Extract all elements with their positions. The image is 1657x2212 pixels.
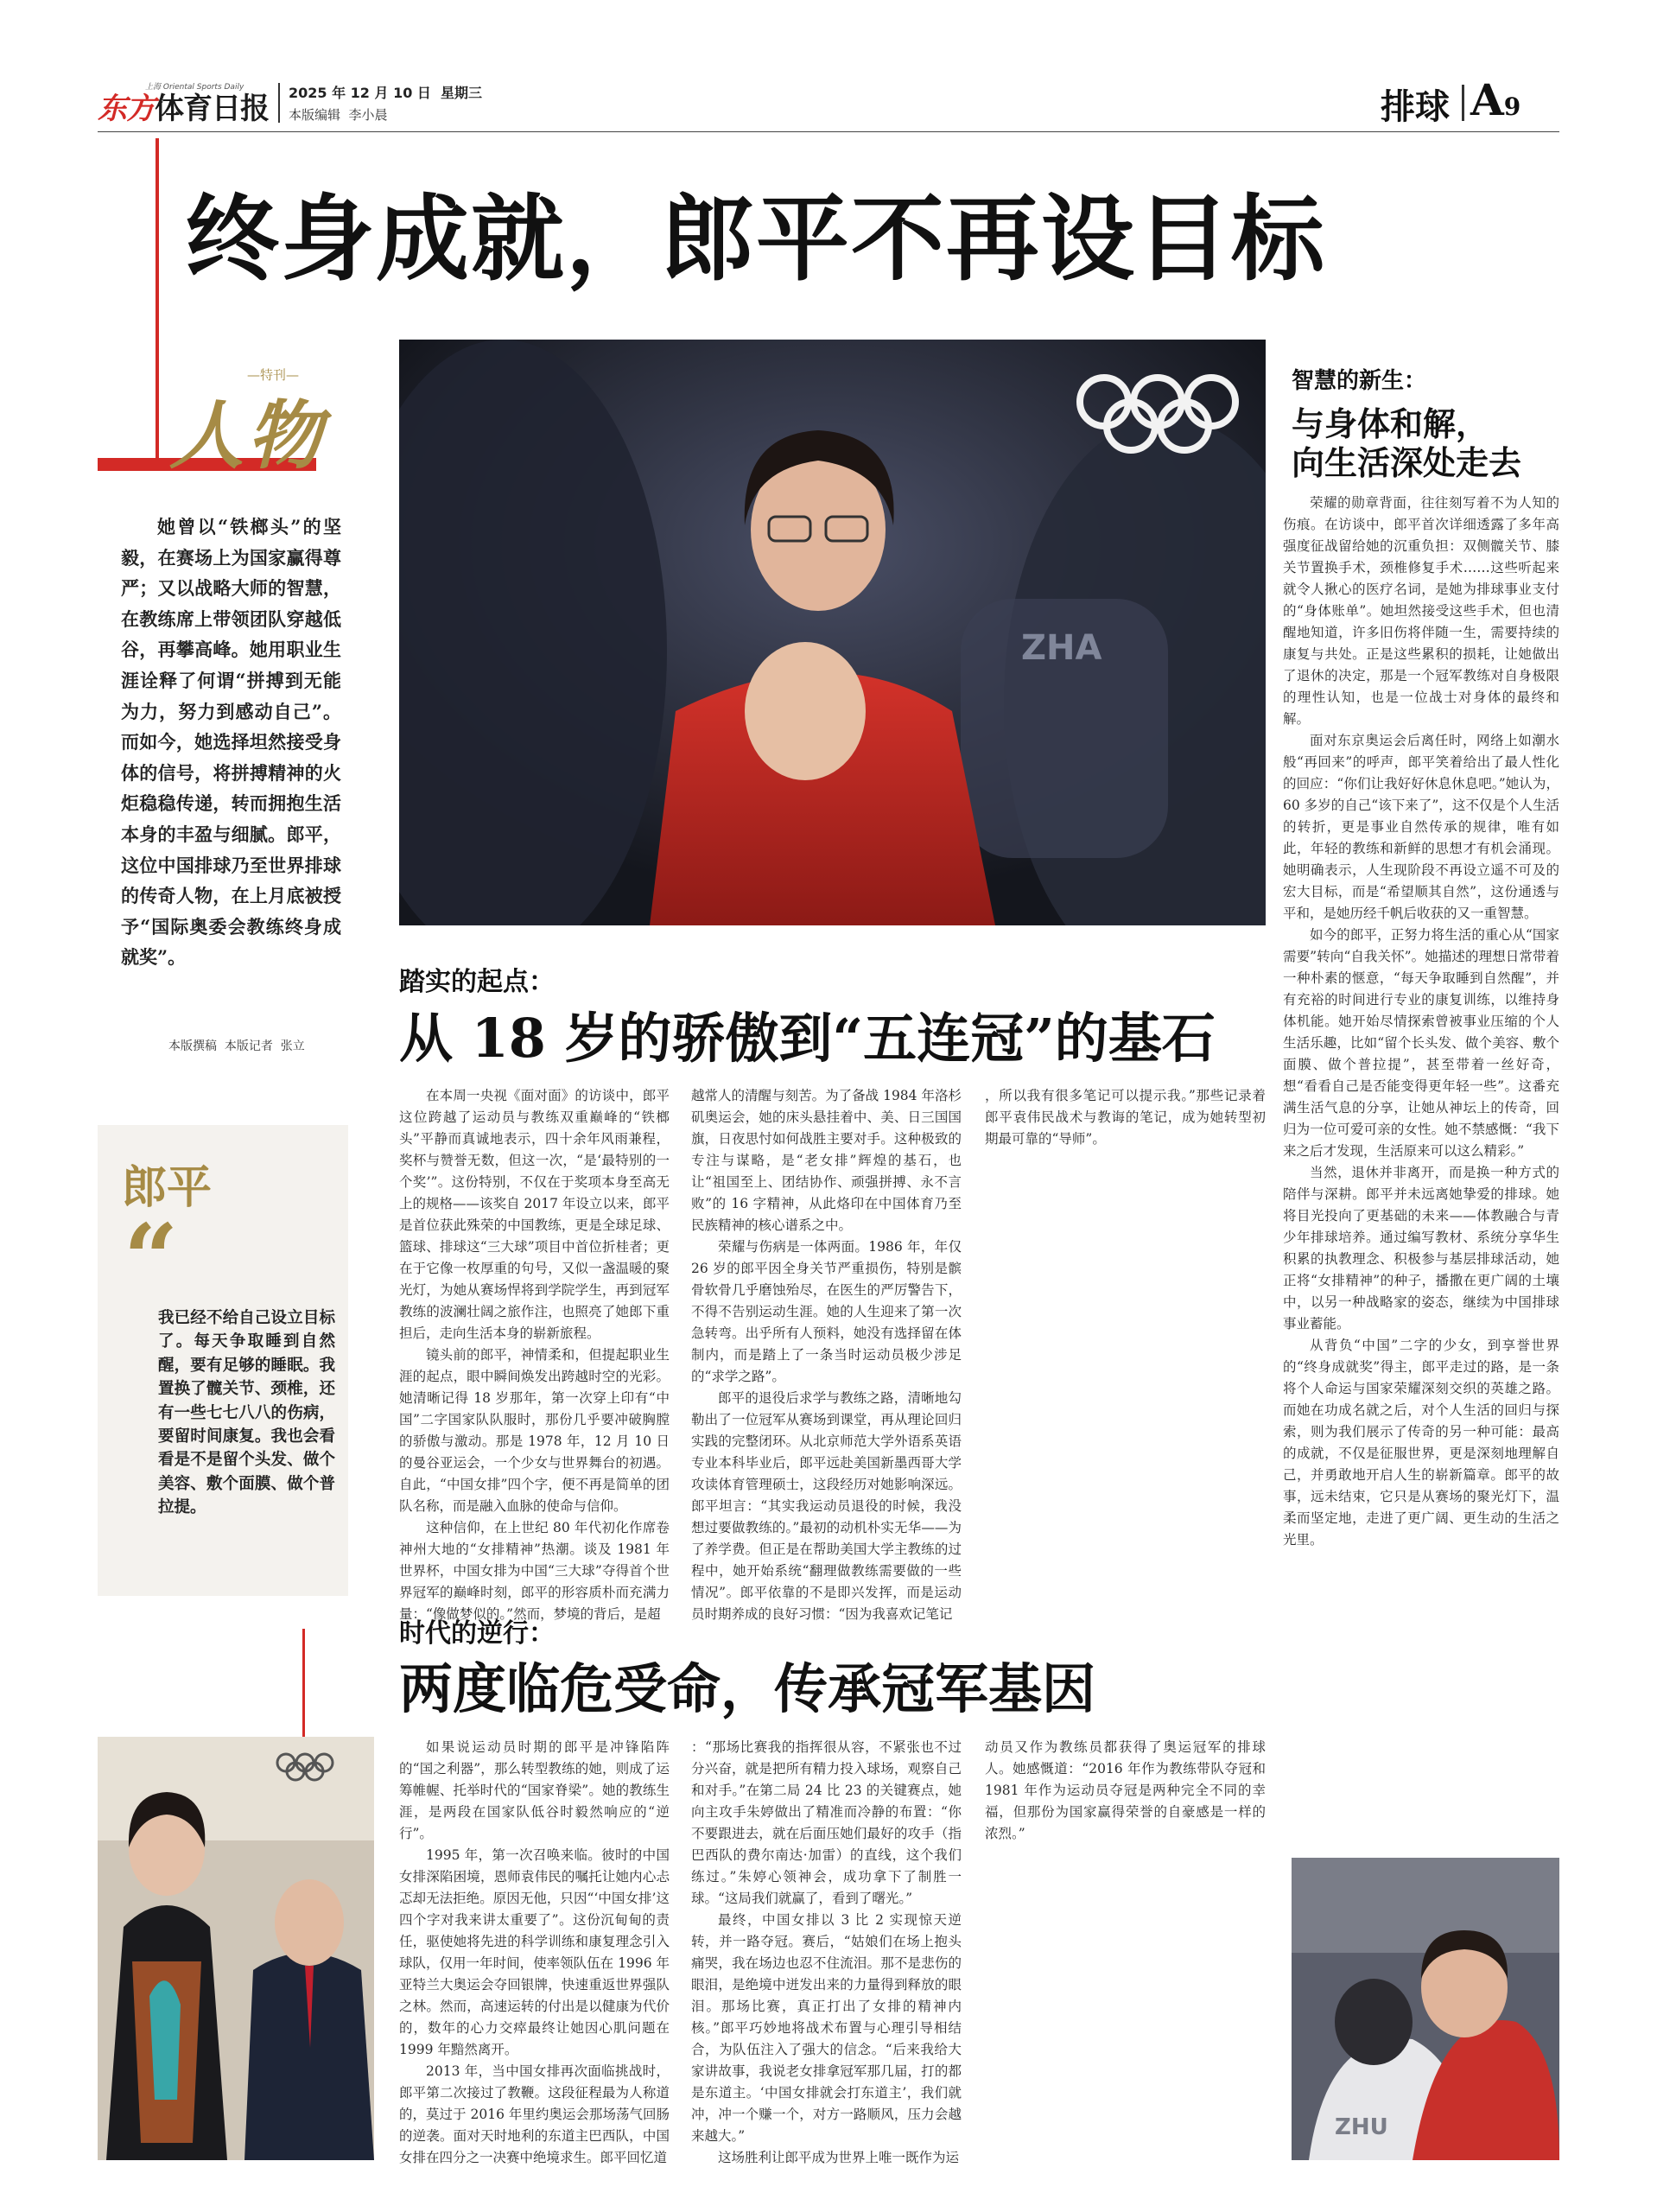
page-number	[1470, 74, 1521, 125]
main-photo-graphic	[399, 340, 1266, 925]
section3-title-line1: 与身体和解，	[1292, 405, 1489, 443]
section3-title-line2: 向生活深处走去	[1292, 444, 1522, 482]
article-paragraph: ：“那场比赛我的指挥很从容，不紧张也不过分兴奋，就是把所有精力投入球场，观察自己和对手。”在第二局 24 比 23 的关键赛点，她向主攻手朱婷做出了精准而冷静的布置：“你不要跟进去，就在后面压她们最好的攻手（指巴西队的费尔南达·加雷）的直线，这个我们练过。”朱婷心领神会，成功拿下了制胜一球。“这局我们就赢了，看到了曙光。”	[691, 1739, 962, 1906]
article-paragraph: 如今的郎平，正努力将生活的重心从“国家需要”转向“自我关怀”。她描述的理想日常带着一种朴素的惬意，“每天争取睡到自然醒”，并有充裕的时间进行专业的康复训练，以维持身体机能。她开始尽情探索曾被事业压缩的个人生活乐趣，比如“留个长头发、做个美容、敷个面膜、做个普拉提”，甚至带着一丝好奇，想“看看自己是否能变得更年轻一些”。这番充满生活气息的分享，让她从神坛上的传奇，回归为一位可爱可亲的女性。她不禁感慨：“我下来之后才发现，生活原来可以这么精彩。”	[1283, 927, 1559, 1159]
column-tag-small: —特刊—	[246, 367, 299, 383]
jersey-text: ZHA	[1021, 628, 1102, 668]
section1-title: 从 18 岁的骄傲到“五连冠”的基石	[399, 1007, 1216, 1070]
byline: 本版撰稿 本版记者 张立	[168, 1039, 305, 1053]
article-paragraph: 面对东京奥运会后离任时，网络上如潮水般“再回来”的呼声，郎平笑着给出了最人性化的回应：“你们让我好好休息休息吧。”她认为，60 多岁的自己“该下来了”，这不仅是个人生活的转折，更是事业自然传承的规律，唯有如此，年轻的教练和新鲜的思想才有机会涌现。她明确表示，人生现阶段不再设立遥不可及的宏大目标，而是“希望顺其自然”，这份通透与平和，是她历经千帆后收获的又一重智慧。	[1283, 733, 1559, 921]
page-editor: 本版编辑 李小晨	[289, 107, 388, 123]
masthead	[0, 0, 1657, 151]
section2-col2	[691, 1737, 962, 2169]
section2-col3	[985, 1737, 1266, 2169]
article-paragraph: 这场胜利让郎平成为世界上唯一既作为运	[718, 2150, 960, 2165]
section1-col1	[399, 1085, 670, 1625]
main-photo	[399, 340, 1266, 925]
article-paragraph: 1995 年，第一次召唤来临。彼时的中国女排深陷困境，恩师袁伟民的嘱托让她内心忐忑却无法拒绝。原因无他，只因“‘中国女排’这四个字对我来讲太重要了”。这份沉甸甸的责任，驱使她将先进的科学训练和康复理念引入球队，仅用一年时间，使率领队伍在 1996 年亚特兰大奥运会夺回银牌，快速重返世界强队之林。然而，高速运转的付出是以健康为代价的，数年的心力交瘁最终让她因心肌问题在 1999 年黯然离开。	[399, 1847, 670, 2057]
section3-kicker: 智慧的新生：	[1292, 368, 1427, 394]
celebration-photo	[1292, 1858, 1559, 2160]
section2-col1	[399, 1737, 670, 2169]
issue-date: 2025 年 12 月 10 日 星期三	[289, 85, 483, 101]
column-tag-big: 人物	[169, 392, 325, 480]
article-paragraph: ，所以我有很多笔记可以提示我。”那些记录着郎平袁伟民战术与教诲的笔记，成为她转型初期最可靠的“导师”。	[985, 1088, 1266, 1147]
lead-paragraph: 她曾以“铁榔头”的坚毅，在赛场上为国家赢得尊严；又以战略大师的智慧，在教练席上带领团队穿越低谷，再攀高峰。她用职业生涯诠释了何谓“拼搏到无能为力，努力到感动自己”。而如今，她选择坦然接受身体的信号，将拼搏精神的火炬稳稳传递，转而拥抱生活本身的丰盈与细腻。郎平，这位中国排球乃至世界排球的传奇人物，在上月底被授予“国际奥委会教练终身成就奖”。	[121, 516, 341, 969]
article-paragraph: 动员又作为教练员都获得了奥运冠军的排球人。她感慨道：“2016 年作为教练带队夺冠和 1981 年作为运动员夺冠是两种完全不同的幸福，但那份为国家赢得荣誉的自豪感是一样的浓烈。”	[985, 1739, 1266, 1841]
red-rule-top	[156, 138, 159, 471]
article-paragraph: 如果说运动员时期的郎平是冲锋陷阵的“国之利器”，那么转型教练的她，则成了运筹帷幄、托举时代的“国家脊梁”。她的教练生涯，是两段在国家队低谷时毅然响应的“逆行”。	[399, 1739, 670, 1841]
article-paragraph: 越常人的清醒与刻苦。为了备战 1984 年洛杉矶奥运会，她的床头悬挂着中、美、日三国国旗，日夜思忖如何战胜主要对手。这种极致的专注与谋略，是“老女排”辉煌的基石，也让“祖国至上、团结协作、顽强拼搏、永不言败”的 16 字精神，从此烙印在中国体育乃至民族精神的核心谱系之中。	[691, 1088, 962, 1233]
page-digit: 9	[1503, 92, 1521, 121]
article-paragraph: 2013 年，当中国女排再次面临挑战时，郎平第二次接过了教鞭。这段征程最为人称道的，莫过于 2016 年里约奥运会那场荡气回肠的逆袭。面对天时地利的东道主巴西队，中国女排在四分之一决赛中绝境求生。郎平回忆道	[399, 2063, 670, 2165]
quote-name: 郎平	[122, 1161, 213, 1214]
article-paragraph: 荣耀的勋章背面，往往刻写着不为人知的伤痕。在访谈中，郎平首次详细透露了多年高强度征战留给她的沉重负担：双侧髋关节、膝关节置换手术，颈椎修复手术……这些听起来就令人揪心的医疗名词，是她为排球事业支付的“身体账单”。她坦然接受这些手术，但也清醒地知道，许多旧伤将伴随一生，需要持续的康复与共处。正是这些累积的损耗，让她做出了退休的决定，那是一个冠军教练对自身极限的理性认知，也是一位战士对身体的最终和解。	[1283, 495, 1559, 727]
article-paragraph: 当然，退休并非离开，而是换一种方式的陪伴与深耕。郎平并未远离她挚爱的排球。她将目光投向了更基础的未来——体教融合与青少年排球培养。通过编写教材、系统分享华生积累的执教理念、积极参与基层排球活动，她正将“女排精神”的种子，播撒在更广阔的土壤中，以另一种战略家的姿态，继续为中国排球事业蓄能。	[1283, 1165, 1559, 1332]
jersey-text-2: ZHU	[1335, 2114, 1388, 2140]
quote-text: 我已经不给自己设立目标了。每天争取睡到自然醒，要有足够的睡眠。我置换了髋关节、颈椎，还有一些七七八八的伤病，要留时间康复。我也会看看是不是留个头发、做个美容、敷个面膜、做个普拉提。	[158, 1309, 335, 1517]
paper-logo	[98, 85, 269, 127]
article-paragraph: 在本周一央视《面对面》的访谈中，郎平这位跨越了运动员与教练双重巅峰的“铁榔头”平静而真诚地表示，四十余年风雨兼程，奖杯与赞誉无数，但这一次，“是‘最特别的一个奖’”。这份特别，不仅在于奖项本身至高无上的规格——该奖自 2017 年设立以来，郎平是首位获此殊荣的中国教练，更是全球足球、篮球、排球这“三大球”项目中首位折桂者；更在于它像一枚厚重的句号，又似一盏温暖的聚光灯，为她从赛场悍将到学院学生，再到冠军教练的波澜壮阔之旅作注，也照亮了她郎下重担后，走向生活本身的崭新旅程。	[399, 1088, 670, 1341]
section1-col2	[691, 1085, 962, 1625]
paper-logo-black: 体育日报	[155, 92, 269, 126]
article-paragraph: 这种信仰，在上世纪 80 年代初化作席卷神州大地的“女排精神”热潮。谈及 1981 年世界杯，中国女排为中国“三大球”夺得首个世界冠军的巅峰时刻，郎平的形容质朴而充满力量：“像做梦似的。”然而，梦境的背后，是超	[399, 1520, 670, 1622]
quote-box	[98, 1125, 348, 1596]
section3-body	[1283, 493, 1559, 1832]
column-tag	[164, 359, 337, 480]
paper-logo-red: 东方	[98, 92, 155, 126]
article-paragraph: 郎平的退役后求学与教练之路，清晰地勾勒出了一位冠军从赛场到课堂，再从理论回归实践的完整闭环。从北京师范大学外语系英语专业本科毕业后，郎平远赴美国新墨西哥大学攻读体育管理硕士，这段经历对她影响深远。郎平坦言：“其实我运动员退役的时候，我没想过要做教练的。”最初的动机朴实无华——为了养学费。但正是在帮助美国大学主教练的过程中，她开始系统“翻理做教练需要做的一些情况”。郎平依靠的不是即兴发挥，而是运动员时期养成的良好习惯：“因为我喜欢记笔记	[691, 1390, 962, 1622]
page-letter: A	[1470, 74, 1504, 125]
section2-kicker: 时代的逆行：	[399, 1618, 555, 1649]
red-rule-bottom	[302, 1629, 305, 1745]
award-photo	[98, 1737, 374, 2160]
paper-logo-small: 上海 Oriental Sports Daily	[145, 83, 244, 92]
quote-mark-icon: “	[124, 1203, 179, 1314]
article-paragraph: 荣耀与伤病是一体两面。1986 年，年仅 26 岁的郎平因全身关节严重损伤，特别是髌骨软骨几乎磨蚀殆尽，在医生的严厉警告下，不得不告别运动生涯。她的人生迎来了第一次急转弯。出乎所有人预料，她没有选择留在体制内，而是踏上了一条当时运动员极少涉足的“求学之路”。	[691, 1239, 962, 1384]
section-name: 排球	[1381, 86, 1450, 127]
section1-kicker: 踏实的起点：	[399, 967, 555, 997]
section1-col3	[985, 1085, 1266, 1625]
section2-title: 两度临危受命，传承冠军基因	[399, 1657, 1096, 1720]
article-paragraph: 镜头前的郎平，神情柔和，但提起职业生涯的起点，眼中瞬间焕发出跨越时空的光彩。她清晰记得 18 岁那年，第一次穿上印有“中国”二字国家队队服时，那份几乎要冲破胸膛的骄傲与激动。那是 1978 年，12 月 10 日的曼谷亚运会，一个少女与世界舞台的初遇。自此，“中国女排”四个字，便不再是简单的团队名称，而是融入血脉的使命与信仰。	[399, 1347, 670, 1514]
article-paragraph: 最终，中国女排以 3 比 2 实现惊天逆转，并一路夺冠。赛后，“姑娘们在场上抱头痛哭，我在场边也忍不住流泪。那不是悲伤的眼泪，是绝境中迸发出来的力量得到释放的眼泪。那场比赛，真正打出了女排的精神内核。”郎平巧妙地将战术布置与心理引导相结合，为队伍注入了强大的信念。“后来我给大家讲故事，我说老女排拿冠军那几届，打的都是东道主。‘中国女排就会打东道主’，我们就冲，冲一个赚一个，对方一路顺风，压力会越来越大。”	[691, 1912, 962, 2144]
article-paragraph: 从背负“中国”二字的少女，到享誉世界的“终身成就奖”得主，郎平走过的路，是一条将个人命运与国家荣耀深刻交织的英雄之路。而她在功成名就之后，对个人生活的回归与探索，则为我们展示了传奇的另一种可能：最高的成就，不仅是征服世界，更是深刻地理解自己，并勇敢地开启人生的崭新篇章。郎平的故事，远未结束，它只是从赛场的聚光灯下，温柔而坚定地，走进了更广阔、更生动的生活之光里。	[1283, 1338, 1559, 1548]
headline: 终身成就，郎平不再设目标	[186, 185, 1327, 294]
